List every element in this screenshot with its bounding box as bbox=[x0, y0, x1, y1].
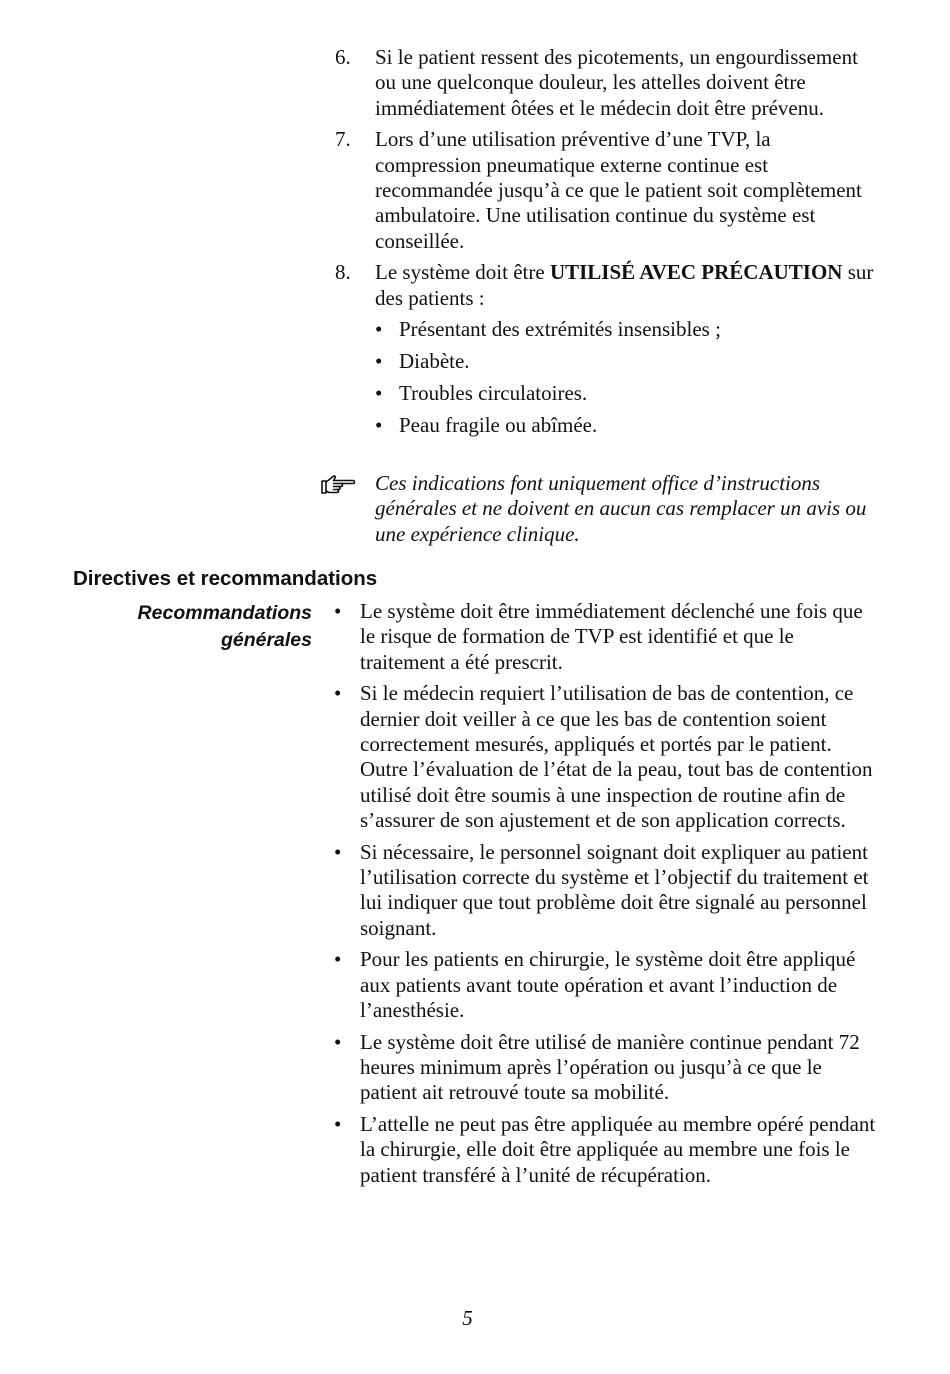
list-item bbox=[334, 1112, 879, 1188]
page-number: 5 bbox=[462, 1306, 473, 1330]
bullet-glyph: • bbox=[375, 317, 383, 342]
list-item bbox=[334, 599, 879, 675]
sub-list-item bbox=[375, 349, 875, 374]
item-text: Pour les patients en chirurgie, le système doit être appliqué aux patients avant toute opération et avant l’induction de l’anesthésie. bbox=[360, 947, 856, 1023]
list-item bbox=[334, 681, 879, 833]
item-number: 6. bbox=[335, 45, 351, 69]
bullet-glyph: • bbox=[334, 1111, 342, 1136]
sub-item-text: Diabète. bbox=[399, 349, 470, 374]
sub-item-text: Peau fragile ou abîmée. bbox=[399, 413, 598, 438]
item-text: Si nécessaire, le personnel soignant doit expliquer au patient l’utilisation correcte du système et l’objectif du traitement et lui indiquer que tout problème doit être signalé au personnel soignant. bbox=[360, 839, 869, 940]
sub-item-text: Présentant des extrémités insensibles ; bbox=[399, 317, 721, 342]
item-text bbox=[375, 260, 873, 309]
bullet-glyph: • bbox=[334, 599, 342, 623]
item-number: 8. bbox=[335, 260, 351, 285]
item-text: L’attelle ne peut pas être appliquée au membre opéré pendant la chirurgie, elle doit être appliquée au membre une fois le patient transféré à l’unité de récupération. bbox=[360, 1111, 876, 1187]
side-heading-line: générales bbox=[220, 628, 312, 651]
side-heading bbox=[80, 600, 312, 653]
pointing-hand-icon bbox=[320, 474, 356, 496]
item-text: Le système doit être immédiatement déclenché une fois que le risque de formation de TVP est identifié et que le traitement a été prescrit. bbox=[360, 599, 863, 674]
list-item bbox=[335, 45, 875, 121]
list-item bbox=[335, 260, 875, 439]
recommendations-list bbox=[334, 599, 879, 1194]
sub-list-item bbox=[375, 381, 875, 406]
item-text: Lors d’une utilisation préventive d’une TVP, la compression pneumatique externe continue est recommandée jusqu’à ce que le patient soit complètement ambulatoire. Une utilisation continue du système est conseillée. bbox=[375, 127, 862, 253]
section-heading: Directives et recommandations bbox=[73, 567, 378, 590]
list-item bbox=[334, 840, 879, 942]
note-text: Ces indications font uniquement office d’instructions générales et ne doivent en aucun cas remplacer un avis ou une expérience clinique. bbox=[375, 471, 867, 546]
precaution-emphasis: UTILISÉ AVEC PRÉCAUTION bbox=[549, 260, 843, 285]
bullet-glyph: • bbox=[375, 381, 383, 406]
item-text: Le système doit être utilisé de manière continue pendant 72 heures minimum après l’opération ou jusqu’à ce que le patient ait retrouvé toute sa mobilité. bbox=[360, 1029, 860, 1105]
item-number: 7. bbox=[335, 127, 351, 152]
item-text: Si le médecin requiert l’utilisation de bas de contention, ce dernier doit veiller à ce que les bas de contention soient correctement mesurés, appliqués et portés par le patient. Outre l’évaluation de l’état de la peau, tout bas de contention utilisé doit être soumis à une inspection de routine afin de s’assurer de son ajustement et de son application corrects. bbox=[360, 681, 873, 833]
note-block bbox=[320, 471, 880, 547]
list-item bbox=[334, 1030, 879, 1106]
bullet-glyph: • bbox=[334, 947, 342, 972]
item-text-before: Le système doit être bbox=[375, 260, 550, 285]
numbered-list bbox=[335, 45, 875, 445]
precaution-sublist bbox=[375, 317, 875, 439]
side-heading-line: Recommandations bbox=[137, 602, 312, 624]
bullet-glyph: • bbox=[375, 349, 383, 374]
sub-list-item bbox=[375, 413, 875, 438]
sub-item-text: Troubles circulatoires. bbox=[399, 381, 588, 406]
bullet-glyph: • bbox=[334, 839, 342, 864]
item-text-after: sur des patients : bbox=[375, 260, 874, 310]
list-item bbox=[334, 947, 879, 1023]
bullet-glyph: • bbox=[334, 1029, 342, 1054]
list-item bbox=[335, 127, 875, 254]
item-text: Si le patient ressent des picotements, un engourdissement ou une quelconque douleur, les attelles doivent être immédiatement ôtées et le médecin doit être prévenu. bbox=[375, 45, 858, 120]
sub-list-item bbox=[375, 317, 875, 342]
bullet-glyph: • bbox=[375, 413, 383, 438]
bullet-glyph: • bbox=[334, 681, 342, 706]
